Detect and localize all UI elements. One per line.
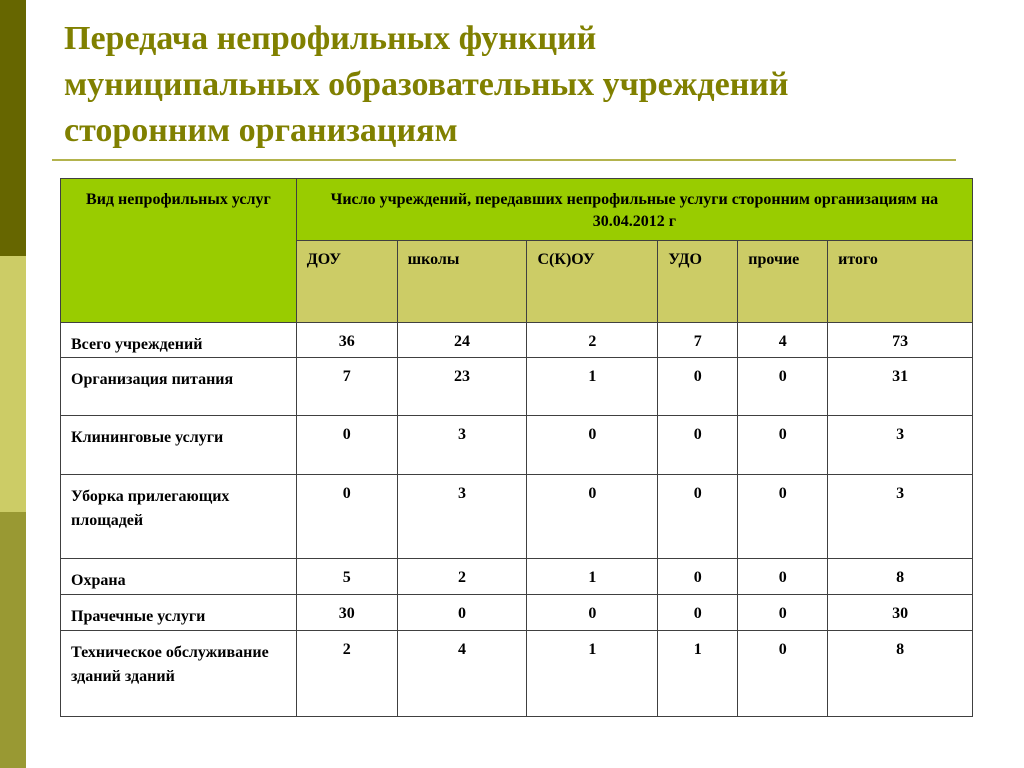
column-header-dou: ДОУ — [296, 241, 397, 323]
title-line-2: муниципальных образовательных учреждений — [64, 66, 789, 103]
cell-total: 31 — [828, 358, 973, 416]
cell-udo: 0 — [658, 358, 738, 416]
row-label: Техническое обслуживание зданий зданий — [61, 631, 297, 717]
table-row — [61, 631, 973, 717]
decor-bar-top — [0, 0, 26, 256]
cell-total: 30 — [828, 595, 973, 631]
cell-other: 0 — [738, 416, 828, 475]
cell-udo: 0 — [658, 559, 738, 595]
cell-skou: 1 — [527, 358, 658, 416]
table-row — [61, 323, 973, 358]
cell-other: 0 — [738, 631, 828, 717]
cell-total: 73 — [828, 323, 973, 358]
cell-schools: 2 — [397, 559, 527, 595]
cell-udo: 7 — [658, 323, 738, 358]
table-row — [61, 475, 973, 559]
row-label: Клининговые услуги — [61, 416, 297, 475]
cell-udo: 1 — [658, 631, 738, 717]
services-table — [60, 178, 973, 717]
column-header-udo: УДО — [658, 241, 738, 323]
slide-title — [64, 16, 964, 154]
corner-header: Вид непрофильных услуг — [61, 179, 297, 323]
cell-other: 0 — [738, 595, 828, 631]
decor-bar-middle — [0, 256, 26, 512]
cell-schools: 23 — [397, 358, 527, 416]
cell-udo: 0 — [658, 475, 738, 559]
cell-dou: 30 — [296, 595, 397, 631]
cell-udo: 0 — [658, 595, 738, 631]
cell-schools: 3 — [397, 416, 527, 475]
cell-dou: 7 — [296, 358, 397, 416]
cell-other: 4 — [738, 323, 828, 358]
cell-other: 0 — [738, 475, 828, 559]
cell-total: 8 — [828, 631, 973, 717]
decor-bar-bottom — [0, 512, 26, 768]
cell-skou: 1 — [527, 559, 658, 595]
column-header-schools: школы — [397, 241, 527, 323]
cell-skou: 2 — [527, 323, 658, 358]
cell-udo: 0 — [658, 416, 738, 475]
cell-skou: 0 — [527, 416, 658, 475]
cell-dou: 36 — [296, 323, 397, 358]
row-label: Организация питания — [61, 358, 297, 416]
cell-total: 3 — [828, 416, 973, 475]
cell-other: 0 — [738, 358, 828, 416]
column-header-other: прочие — [738, 241, 828, 323]
cell-dou: 5 — [296, 559, 397, 595]
row-label: Прачечные услуги — [61, 595, 297, 631]
table-row — [61, 416, 973, 475]
cell-total: 8 — [828, 559, 973, 595]
column-header-skou: С(К)ОУ — [527, 241, 658, 323]
title-line-3: сторонним организациям — [64, 112, 458, 149]
cell-dou: 2 — [296, 631, 397, 717]
title-line-1: Передача непрофильных функций — [64, 20, 597, 57]
table-row — [61, 559, 973, 595]
cell-schools: 3 — [397, 475, 527, 559]
row-label: Уборка прилегающих площадей — [61, 475, 297, 559]
group-header: Число учреждений, передавших непрофильные услуги сторонним организациям на 30.04.2012 г — [296, 179, 972, 241]
cell-skou: 1 — [527, 631, 658, 717]
table-row — [61, 595, 973, 631]
cell-dou: 0 — [296, 416, 397, 475]
column-header-total: итого — [828, 241, 973, 323]
cell-schools: 24 — [397, 323, 527, 358]
cell-skou: 0 — [527, 475, 658, 559]
cell-schools: 0 — [397, 595, 527, 631]
cell-dou: 0 — [296, 475, 397, 559]
row-label: Охрана — [61, 559, 297, 595]
cell-other: 0 — [738, 559, 828, 595]
cell-skou: 0 — [527, 595, 658, 631]
table-row — [61, 358, 973, 416]
title-divider — [52, 159, 956, 161]
row-label: Всего учреждений — [61, 323, 297, 358]
cell-total: 3 — [828, 475, 973, 559]
table-header-row — [61, 179, 973, 241]
cell-schools: 4 — [397, 631, 527, 717]
